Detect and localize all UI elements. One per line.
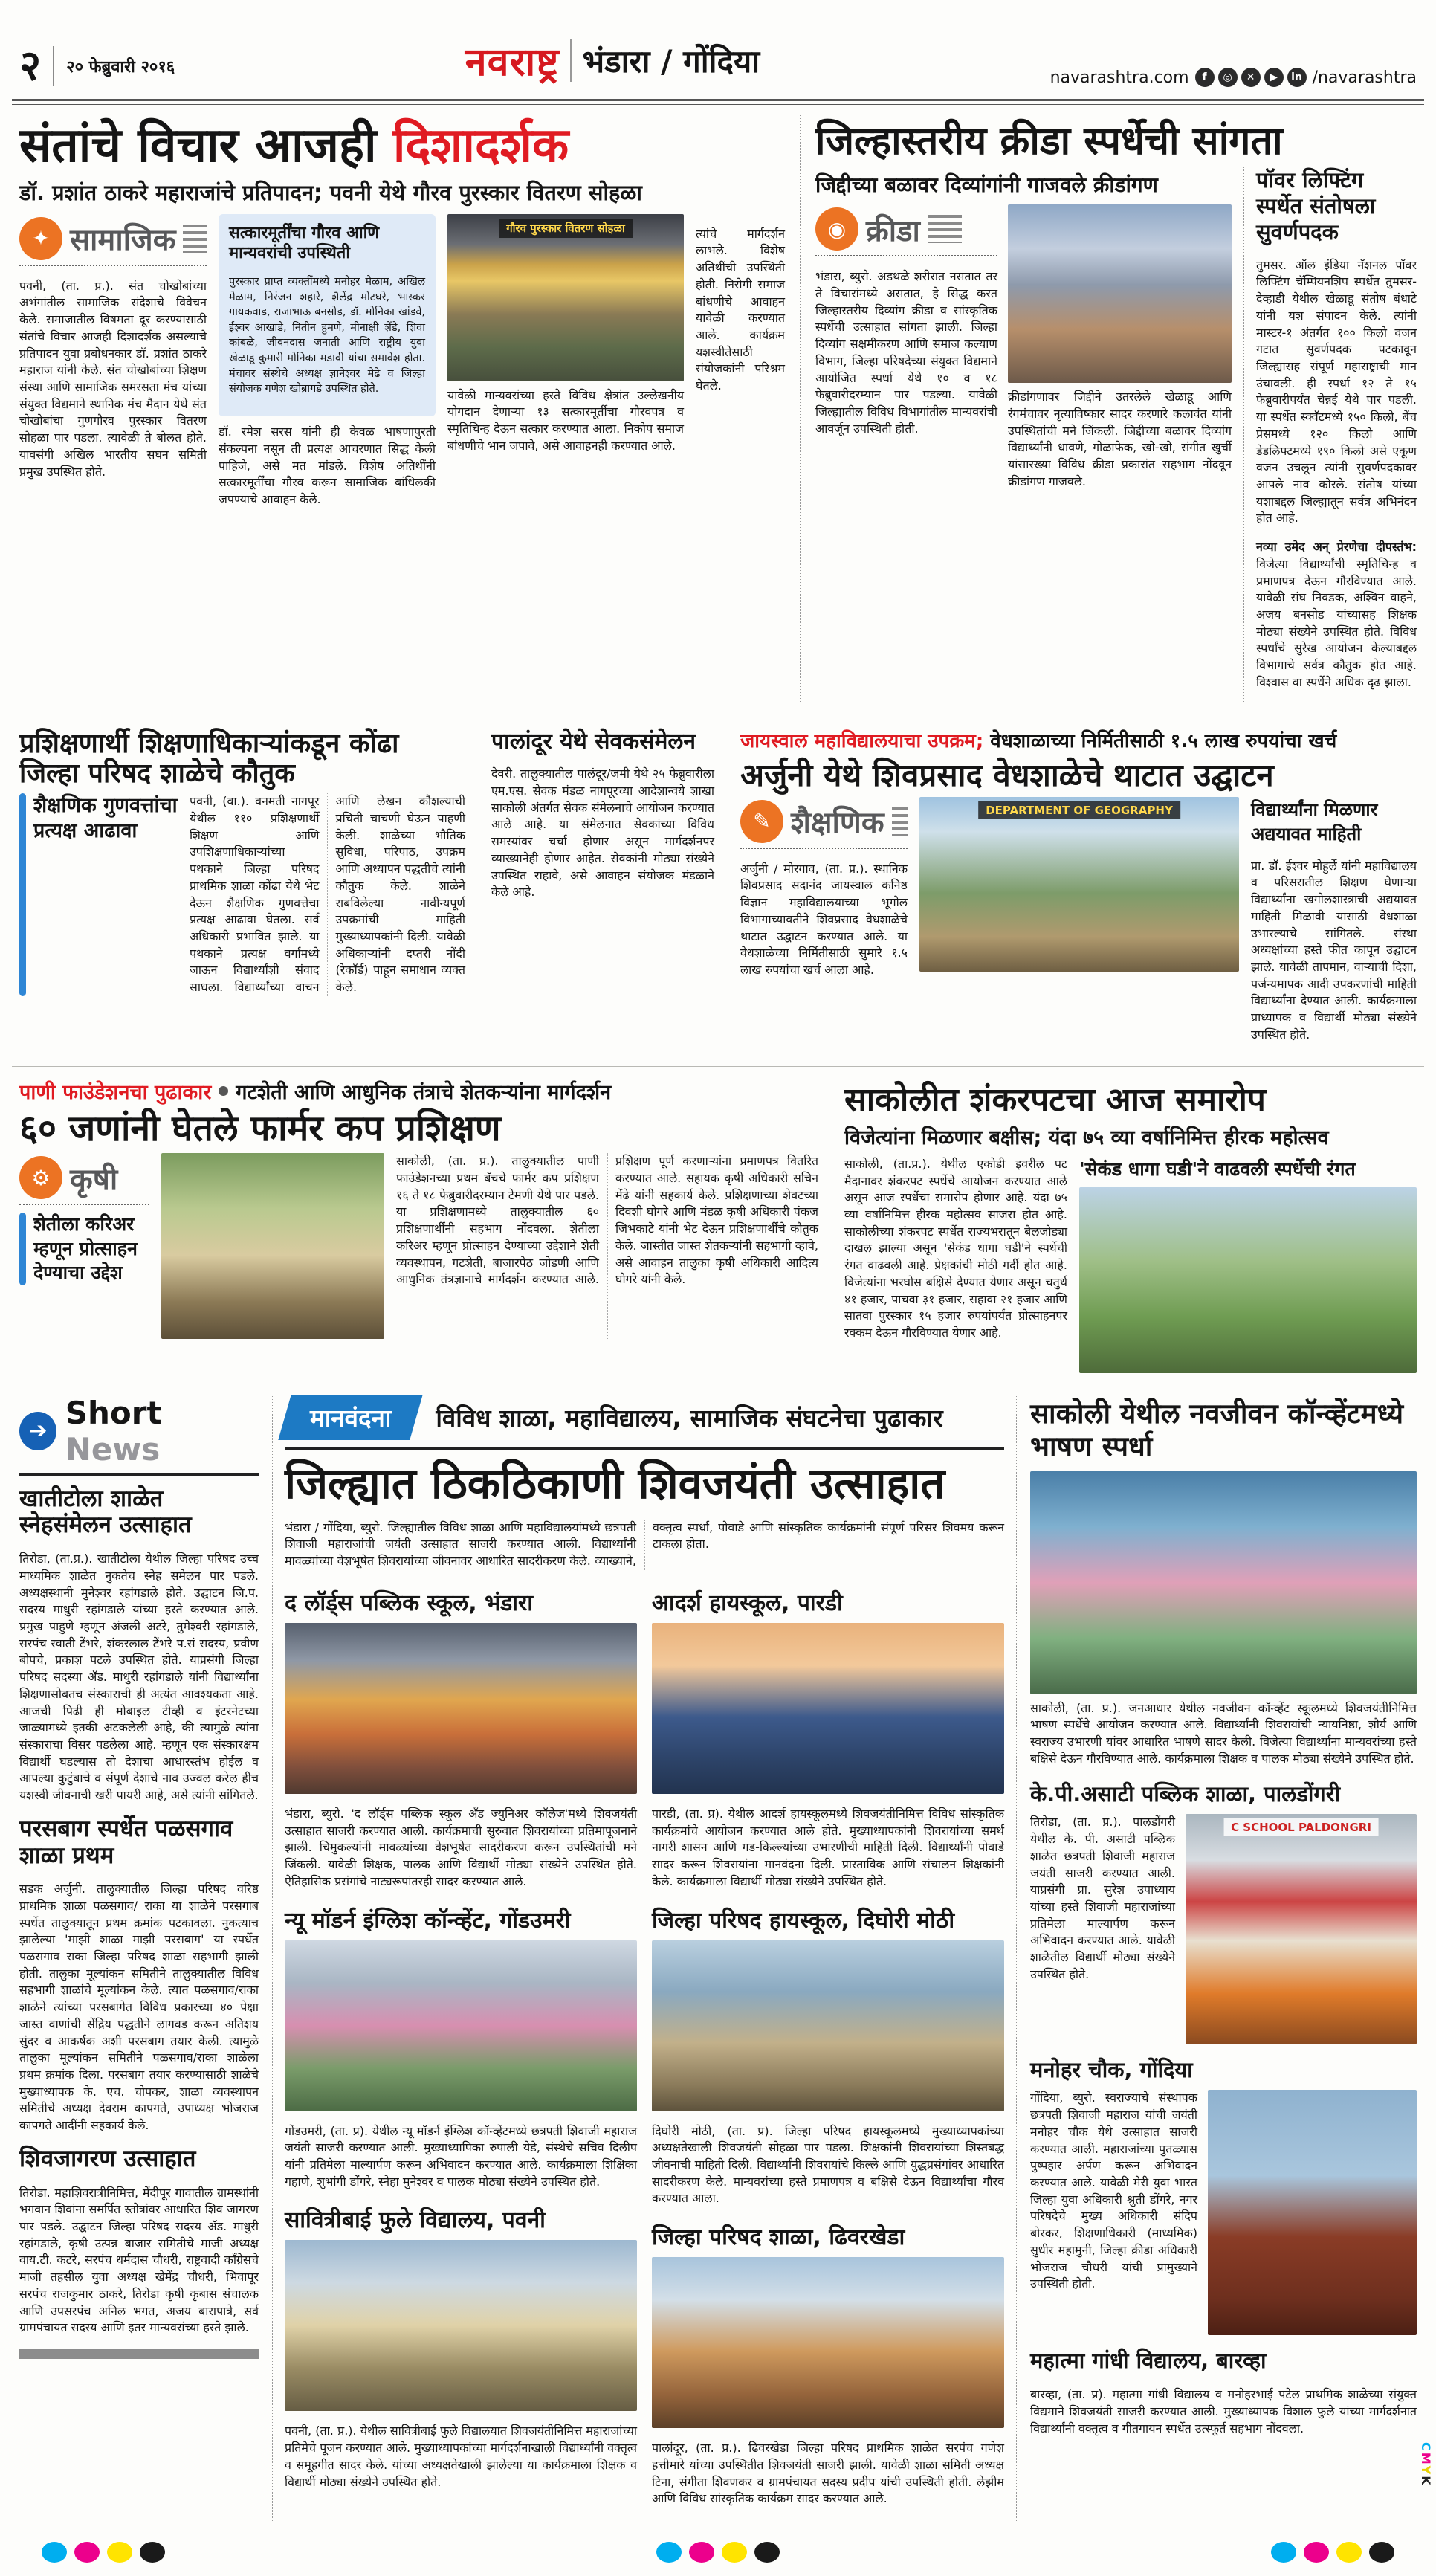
- gandhi-headline: महात्मा गांधी विद्यालय, बारव्हा: [1030, 2348, 1267, 2374]
- honorees-box: [219, 214, 436, 417]
- photo-new-modern-convent: [285, 1940, 637, 2111]
- x-icon: ✕: [1241, 68, 1261, 87]
- lead-body-4: त्यांचे मार्गदर्शन लाभले. विशेष अतिथींची उपस्थिती होती. निरोगी समाज बांधणीचे आवाहन यावेळी करण्यात आले. कार्यक्रम यशस्वीतेसाठी संयोजकांनी परिश्रम घेतले.: [696, 226, 785, 393]
- vedhshala-col-2: [919, 797, 1239, 1056]
- school-body: गोंडउमरी, (ता. प्र). येथील न्यू मॉडर्न इंग्लिश कॉन्व्हेंटमध्ये छत्रपती शिवाजी महाराज जयंती साजरी करण्यात आली. मुख्याध्यापिका रुपाली येडे, संस्थेचे सचिव दिलीप यांनी प्रतिमेला माल्यार्पण करून अभिवादन करण्यात आले. कार्यक्रमाला शिक्षिका गहाणे, शुभांगी डोंगरे, स्नेहा मुनेश्वर व पालक मोठ्या संख्येने उपस्थित होते.: [285, 2123, 637, 2189]
- manavandana-strip: [285, 1395, 1004, 1450]
- fourth-band: [12, 1384, 1424, 2531]
- school-column-right: [652, 1582, 1004, 2521]
- article-navjeevan-speech: [1030, 1398, 1417, 1768]
- social-icons: [1195, 68, 1307, 87]
- short-news-title: [65, 1395, 259, 1468]
- farmer-subhead-block: [19, 1213, 149, 1285]
- black-dot: [754, 2542, 780, 2563]
- yellow-dot: [1336, 2542, 1362, 2563]
- short-news-item-title: शिवजागरण उत्साहात: [19, 2145, 196, 2172]
- short-news-brand: [19, 1395, 259, 1476]
- gandhi-body: बारव्हा, (ता. प्र). महात्मा गांधी विद्यालय व मनोहरभाई पटेल प्राथमिक शाळेच्या संयुक्त विद्यमाने शिवजयंती साजरी करण्यात आली. मुख्याध्यापक विशाल फुले यांच्या मार्गदर्शनात विद्यार्थ्यांनी वक्तृत्व व गीतगायन स्पर्धेत उत्स्फूर्त सहभाग नोंदवला.: [1030, 2387, 1417, 2435]
- right-rail: [1030, 1395, 1417, 2521]
- badge-rule: [740, 848, 908, 849]
- vedhshala-subhead2: विद्यार्थ्यांना मिळणार अद्ययावत माहिती: [1251, 798, 1378, 845]
- sports-side-body: विजेत्या विद्यार्थ्यांची स्मृतिचिन्ह व प्रमाणपत्र देऊन गौरविण्यात आले. यावेळी संघ निवडक, अश्विन वाहने, अजय बनसोड यांच्यासह शिक्षक मोठ्या संख्येने उपस्थित होते. विविध स्पर्धांचे सुरेख आयोजन केल्याबद्दल विभागाचे सर्वत्र कौतुक होत आहे. विश्वास वा स्पर्धेने अधिक दृढ झाला.: [1256, 556, 1417, 689]
- article-sant-vichar: [19, 115, 785, 703]
- farmer-kicker: [19, 1077, 818, 1105]
- lead-subhead: डॉ. प्रशांत ठाकरे महाराजांचे प्रतिपादन; पवनी येथे गौरव पुरस्कार वितरण सोहळा: [19, 179, 642, 205]
- farmer-col-2: [161, 1153, 384, 1339]
- article-shankarpat: [832, 1077, 1417, 1373]
- sports-side-title: नव्या उमेद अन् प्रेरणेचा दीपस्तंभ:: [1256, 540, 1417, 555]
- cmyk-dots-right: [1271, 2542, 1394, 2563]
- page-header: [12, 13, 1424, 94]
- school-block-lords: [285, 1586, 637, 1891]
- short-news-item-body: तिरोडा, (ता.प्र.). खातीटोला येथील जिल्हा परिषद उच्च माध्यमिक शाळेत नुकतेच स्नेह समेलन पार पडले. अध्यक्षस्थानी मुनेश्वर रहांगडाले होते. उद्घाटन जि.प. सदस्य माधुरी रहांगडाले यांच्या हस्ते करण्यात आले. प्रमुख पाहुणे म्हणून अंजली अटरे, तुमेश्वरी रहांगडाले, सरपंच स्वाती टेंभरे, शंकरलाल टेंभरे प.सं सदस्य, प्रवीण बोपचे, प्रकाश पटले उपस्थित होते. याप्रसंगी जिल्हा परिषद सदस्या ॲड. माधुरी रहांगडाले यांनी विद्यार्थ्यांना शिक्षणासोबतच संस्काराची ही अत्यंत आवश्यकता आहे. आजची पिढी ही मोबाइल टीव्ही व इंटरनेटच्या जाळ्यामध्ये इतकी अटकलेली आहे, की त्यामुळे त्यांना संस्काराचा विसर पडलेला आहे. म्हणून एक संस्कारक्षम विद्यार्थी घडल्यास तो देशाचा आधारस्तंभ होईल व आपल्या कुटुंबाचे व संपूर्ण देशाचे नाव उज्वल करेल हीच यशस्वी जीवनाची खरी पायरी आहे, असे त्यांनी सांगितले.: [19, 1552, 259, 1803]
- cmyk-edge-label: CMYK: [1419, 2442, 1433, 2487]
- school-block-dhivarkheda: [652, 2221, 1004, 2508]
- lead-col-4: [696, 214, 785, 520]
- kondha-body: पवनी, (वा.). वनमती नागपूर येथील ११० प्रशिक्षणार्थी शिक्षण आणि उपशिक्षणाधिकाऱ्यांच्या पथकाने जिल्हा परिषद प्राथमिक शाळा कोंढा येथे भेट देऊन शैक्षणिक गुणवत्तेचा प्रत्यक्ष आढावा घेतला. सर्व अधिकारी प्रभावित झाले. या पथकाने प्रत्यक्ष वर्गांमध्ये जाऊन विद्यार्थ्यांशी संवाद साधला. विद्यार्थ्यांच्या वाचन आणि लेखन कौशल्याची प्रचिती चाचणी घेऊन पाहणी केली. शाळेच्या भौतिक सुविधा, परिपाठ, उपक्रम आणि अध्यापन पद्धतीचे त्यांनी कौतुक केले. शाळेने राबविलेल्या नावीन्यपूर्ण उपक्रमांची माहिती मुख्याध्यापकांनी दिली. यावेळी अधिकाऱ्यांनी दप्तरी नोंदी (रेकॉर्ड) पाहून समाधान व्यक्त केले.: [190, 794, 465, 995]
- article-krida-sangata: [815, 115, 1417, 703]
- school-block-gondumri: [285, 1904, 637, 2191]
- agri-section-icon: ⚙: [19, 1156, 62, 1199]
- sports-col-2: [1008, 204, 1232, 502]
- lead-vertical-divider: [800, 115, 801, 703]
- article-manohar-chowk: [1030, 2055, 1417, 2335]
- lead-headline-black: संतांचे विचार आजही: [19, 118, 393, 173]
- vedhshala-kicker: [740, 726, 1417, 753]
- website-url: navarashtra.com: [1049, 68, 1189, 87]
- yellow-dot: [722, 2542, 747, 2563]
- column-end-bar: [19, 2349, 259, 2359]
- sports-section-icon: ◉: [815, 207, 858, 251]
- lead-body-2: डॉ. रमेश सरस यांनी ही केवळ भाषणापुरती संकल्पना नसून ती प्रत्यक्ष आचरणात सिद्ध केली पाहिजे, असे मत मांडले. विशेष अतिथींनी सत्कारमूर्तींचा गौरव करून सामाजिक बांधिलकी जपण्याचे आवाहन केले.: [219, 425, 436, 507]
- lead-headline-red: दिशादर्शक: [392, 118, 569, 173]
- education-section-icon: ✎: [740, 800, 783, 843]
- shankarpat-right: [1079, 1156, 1417, 1373]
- cmyk-dots-center: [656, 2542, 780, 2563]
- article-palandur-sammelan: [479, 725, 714, 1056]
- navjeevan-headline: साकोली येथील नवजीवन कॉन्व्हेंटमध्ये भाषण स्पर्धा: [1030, 1397, 1404, 1463]
- kpasati-headline: के.पी.असाटी पब्लिक शाळा, पालडोंगरी: [1030, 1781, 1341, 1807]
- facebook-icon: f: [1195, 68, 1215, 87]
- cyan-dot: [42, 2542, 67, 2563]
- sports-subhead: जिद्दीच्या बळावर दिव्यांगांनी गाजवले क्रीडांगण: [815, 172, 1158, 198]
- manavandana-strip-text: विविध शाळा, महाविद्यालय, सामाजिक संघटनेचा पुढाकार: [436, 1403, 943, 1433]
- badge-lines-icon: [928, 215, 962, 243]
- page-date: २० फेब्रुवारी २०१६: [66, 58, 175, 77]
- school-body: पालांदूर, (ता. प्र.). ढिवरखेडा जिल्हा परिषद प्राथमिक शाळेत सरपंच गणेश हत्तीमारे यांच्या उपस्थितीत शिवजयंती साजरी झाली. यावेळी शाळा समिती अध्यक्ष टिना, संगीता शिवणकर व ग्रामपंचायत सदस्य प्रदीप यांची उपस्थिती होती. लेझीम आणि विविध सांस्कृतिक कार्यक्रम सादर करण्यात आले.: [652, 2441, 1004, 2506]
- short-news-item-body: तिरोडा. महाशिवरात्रीनिमित्त, मेंदीपूर गावातील ग्रामस्थांनी भगवान शिवांना समर्पित स्तोत्रांवर आधारित शिव जागरण पार पडले. उद्घाटन जिल्हा परिषद सदस्य ॲड. माधुरी रहांगडाले, कृषी उत्पन्न बाजार समितीचे माजी अध्यक्ष वाय.टी. कटरे, सरपंच धर्मदास चौधरी, राष्ट्रवादी काँग्रेसचे माजी तहसील युवा अध्यक्ष खेमेंद्र चौधरी, भिवापूर सरपंच राजकुमार ठाकरे, तिरोडा कृषी कृबास संचालक आणि उपसरपंच अनिल भगत, अजय बारापात्रे, सर्व ग्रामपंचायत सदस्य आणि इतर मान्यवरांच्या हस्ते झाले.: [19, 2185, 259, 2335]
- photo-banner-text: DEPARTMENT OF GEOGRAPHY: [978, 801, 1180, 819]
- short-news-item-body: सडक अर्जुनी. तालुक्यातील जिल्हा परिषद वरिष्ठ प्राथमिक शाळा पळसगाव/ राका या शाळेने परसगाब स्पर्धेत तालुक्यातून प्रथम क्रमांक पटकावला. नुकत्याच झालेल्या 'माझी शाळा माझी परसबाग' या स्पर्धेत पळसगाव राका जिल्हा परिषद शाळा सहभागी झाली होती. तालुका मूल्यांकन समितीने तालुक्यातील विविध सहभागी शाळांचे मूल्यांकन केले. त्यात पळसगाव/राका शाळेने त्यांच्या परसबागेत विविध प्रकारच्या ४० पेक्षा जास्त वाणांची सेंद्रिय पद्धतीने लागवड करून अतिशय सुंदर व आकर्षक अशी परसबाग तयार केली. त्यामुळे तालुका मूल्यांकन समितीने पळसगाव/राका शाळेला प्रथम क्रमांक दिला. परसबाग तयार करण्यासाठी शाळेचे मुख्याध्यापक के. एच. चोपकर, शाळा व्यवस्थापन समितीचे अध्यक्ष देवराम कापगते, उपाध्यक्ष भोजराज कापगते आदींनी सहकार्य केले.: [19, 1882, 259, 2133]
- sports-body-2: क्रीडांगणावर जिद्दीने उतरलेले खेळाडू आणि रंगमंचावर नृत्याविष्कार सादर करणारे कलावंत यांनी उपस्थितांची मने जिंकली. जिद्दीच्या बळावर दिव्यांग विद्यार्थ्यांनी धावणे, गोळाफेक, खो-खो, संगीत खुर्ची यांसारख्या विविध क्रीडा प्रकारांत सहभाग नोंदवून क्रीडांगण गाजवले.: [1008, 390, 1232, 488]
- vedhshala-body-2: प्रा. डॉ. ईश्वर मोहुर्ले यांनी महाविद्यालय व परिसरातील शिक्षण घेणाऱ्या विद्यार्थ्यांना खगोलशास्त्राची अद्ययावत माहिती मिळावी यासाठी वेधशाळा उभारल्याचे सांगितले. संस्था अध्यक्षांच्या हस्ते फीत कापून उद्घाटन झाले. यावेळी तापमान, वाऱ्याची दिशा, पर्जन्यमापक आदी उपकरणांची माहिती विद्यार्थ्यांना देण्यात आली. कार्यक्रमाला प्राध्यापक व विद्यार्थी मोठ्या संख्येने उपस्थित होते.: [1251, 858, 1417, 1042]
- palandur-body: देवरी. तालुक्यातील पालंदूर/जमी येथे २५ फेब्रुवारीला एम.एस. सेवक मंडळ नागपूरच्या आदेशान्वये शाखा साकोली अंतर्गत सेवक संमेलनाचे आयोजन करण्यात आले आहे. या संमेलनात सेवकांच्या विविध समस्यांवर चर्चा होणार असून मार्गदर्शनपर व्याख्यानेही होणार आहेत. सेवकांनी मोठ्या संख्येने उपस्थित राहावे, असे आवाहन संयोजक मंडळाने केले आहे.: [491, 766, 714, 900]
- kondha-subhead: शैक्षणिक गुणवत्तांचा प्रत्यक्ष आढावा: [33, 794, 178, 842]
- article-kp-asati: [1030, 1779, 1417, 2044]
- kondha-subhead-block: [19, 793, 179, 996]
- photo-savitribai-school: [285, 2240, 637, 2411]
- photo-zp-highschool-dighori: [652, 1940, 1004, 2111]
- sports-vertical-divider: [1243, 167, 1244, 703]
- kicker-black: वेधशाळाच्या निर्मितीसाठी १.५ लाख रुपयांचा खर्च: [983, 729, 1337, 752]
- shortnews-arrow-icon: ➔: [19, 1412, 56, 1450]
- school-block-pardi: [652, 1586, 1004, 1891]
- second-band: [12, 714, 1424, 1067]
- sports-left: [815, 167, 1232, 703]
- photo-zp-school-dhivarkheda: [652, 2257, 1004, 2428]
- photo-observatory-inauguration: [919, 797, 1239, 972]
- vedhshala-body-1: अर्जुनी / मोरगाव, (ता. प्र.). स्थानिक शिवप्रसाद सदानंद जायस्वाल कनिष्ठ विज्ञान महाविद्यालयाच्या भूगोल विभागाच्यावतीने शिवप्रसाद वेधशाळेचे थाटात उद्घाटन करण्यात आले. या वेधशाळेच्या निर्मितीसाठी सुमारे १.५ लाख रुपयांचा खर्च आला आहे.: [740, 861, 908, 977]
- school-title: जिल्हा परिषद शाळा, ढिवरखेडा: [652, 2224, 905, 2251]
- school-title: सावित्रीबाई फुले विद्यालय, पवनी: [285, 2207, 546, 2234]
- navjeevan-body: साकोली, (ता. प्र.). जनआधार येथील नवजीवन कॉन्व्हेंट स्कूलमध्ये शिवजयंतीनिमित्त भाषण स्पर्धेचे आयोजन करण्यात आले. विद्यार्थ्यांनी शिवरायांची न्यायनिष्ठा, शौर्य आणि स्वराज्य उभारणी यांवर आधारित भाषणे सादर केली. विजेत्या विद्यार्थ्यांना मान्यवरांच्या हस्ते बक्षिसे देऊन गौरविण्यात आले. कार्यक्रमाला शिक्षक व पालक मोठ्या संख्येने उपस्थित होते.: [1030, 1700, 1417, 1766]
- manavandana-badge-label: मानवंदना: [310, 1403, 392, 1433]
- sports-body-1: भंडारा, ब्युरो. अडथळे शरीरात नसतात तर ते विचारांमध्ये असतात, हे सिद्ध करत जिल्हास्तरीय दिव्यांग क्रीडा व सांस्कृतिक स्पर्धेची उत्साहात सांगता झाली. जिल्हा दिव्यांग सक्षमीकरण आणि समाज कल्याण विभाग, जिल्हा परिषदेच्या संयुक्त विद्यमाने आयोजित स्पर्धा येथे १० व १८ फेब्रुवारीदरम्यान पार पडल्या. यावेळी जिल्ह्यातील विविध विभागांतील मान्यवरांची आवर्जून उपस्थिती होती.: [815, 269, 997, 436]
- lead-col-2: [219, 214, 436, 520]
- web-social-block: [1050, 68, 1417, 87]
- short-news-item: [19, 2146, 259, 2337]
- farmer-headline: ६० जणांनी घेतले फार्मर कप प्रशिक्षण: [19, 1107, 501, 1149]
- manavandana-badge: [278, 1395, 423, 1440]
- masthead-block: [465, 34, 760, 87]
- black-dot: [140, 2542, 165, 2563]
- section-badge-social: [19, 217, 207, 260]
- kicker-red: जायस्वाल महाविद्यालयाचा उपक्रम;: [740, 729, 984, 752]
- photo-award-ceremony: [447, 214, 684, 381]
- subhead-accent-bar: [19, 1213, 26, 1285]
- badge-lines-icon: [183, 225, 207, 253]
- sports-col-1: [815, 204, 997, 502]
- photo-shivaji-statue: [1208, 2090, 1417, 2335]
- photo-shankarpat-race: [1079, 1187, 1417, 1373]
- folio-divider: [53, 46, 54, 86]
- short-news-title-black: Short: [65, 1394, 162, 1431]
- kicker-dot-icon: [219, 1086, 228, 1096]
- cmyk-dots-left: [42, 2542, 165, 2563]
- manohar-body: गोंदिया, ब्युरो. स्वराज्याचे संस्थापक छत्रपती शिवाजी महाराज यांची जयंती मनोहर चौक येथे उत्साहात साजरी करण्यात आली. महाराजांच्या पुतळ्यास पुष्पहार अर्पण करून अभिवादन करण्यात आले. यावेळी मेरी युवा भारत जिल्हा युवा अधिकारी श्रुती डोंगरे, नगर परिषदेचे मुख्य अधिकारी संदिप बोरकर, शिक्षणाधिकारी (माध्यमिक) सुधीर महामुनी, जिल्हा क्रीडा अधिकारी भोजराज चौधरी यांची प्रामुख्याने उपस्थिती होती.: [1030, 2091, 1197, 2291]
- short-news-title-grey: News: [65, 1430, 161, 1468]
- palandur-headline: पालांदूर येथे सेवकसंमेलन: [491, 728, 696, 755]
- farmer-subhead: शेतीला करिअर म्हणून प्रोत्साहन देण्याचा उद्देश: [33, 1213, 138, 1284]
- youtube-icon: ▶: [1264, 68, 1284, 87]
- lead-col-1: [19, 214, 207, 520]
- magenta-dot: [74, 2542, 100, 2563]
- shankarpat-subhead: विजेत्यांना मिळणार बक्षीस; यंदा ७५ व्या वर्षानिमित्त हीरक महोत्सव: [844, 1126, 1329, 1149]
- section-badge-label: कृषी: [70, 1162, 118, 1197]
- honorees-box-body: पुरस्कार प्राप्त व्यक्तींमध्ये मनोहर मेळाम, अखिल मेळाम, निरंजन शहारे, शैलेंद्र मोटघरे, भास्कर गायकवाड, राजाभाऊ बनसोड, डॉ. मोनिका खांडवे, ईश्वर आखाडे, नितीन हुमणे, मीनाक्षी शेंडे, शिवा कांबळे, जीवनदास जनाती आणि राष्ट्रीय युवा खेळाडू कुमारी मोनिका मडावी यांचा समावेश होता. मंचावर संस्थेचे अध्यक्ष ज्ञानेश्वर मेढे व जिल्हा संयोजक गणेश खोब्रागडे उपस्थित होते.: [229, 276, 425, 396]
- lead-headline: [19, 120, 785, 173]
- badge-rule: [19, 1204, 149, 1205]
- lead-body-3: यावेळी मान्यवरांच्या हस्ते विविध क्षेत्रांत उल्लेखनीय योगदान देणाऱ्या १३ सत्कारमूर्तींचा गौरवपत्र व स्मृतिचिन्ह देऊन सत्कार करण्यात आला. निकोप समाज बांधणीचे भान जपावे, असे आवाहनही करण्यात आले.: [447, 387, 684, 453]
- article-vedhshala: [728, 725, 1417, 1056]
- social-handle: /navarashtra: [1312, 68, 1417, 87]
- farmer-col-1: [19, 1153, 149, 1339]
- photo-farmer-training: [161, 1153, 384, 1339]
- school-title: जिल्हा परिषद हायस्कूल, दिघोरी मोठी: [652, 1907, 955, 1934]
- badge-rule: [815, 255, 997, 256]
- article-farmer-cup: [19, 1077, 818, 1373]
- school-body: भंडारा, ब्युरो. 'द लॉर्ड्स पब्लिक स्कूल अँड ज्युनिअर कॉलेज'मध्ये शिवजयंती उत्साहात साजरी करण्यात आली. कार्यक्रमाची सुरुवात शिवरायांच्या प्रतिमापूजनाने झाली. चिमुकल्यांनी मावळ्यांच्या वेशभूषेत सादरीकरण करून उपस्थितांची मने जिंकली. यावेळी शिक्षक, पालक आणि विद्यार्थी मोठ्या संख्येने उपस्थित होते. ऐतिहासिक प्रसंगांचे नाट्यरूपांतरही सादर करण्यात आले.: [285, 1806, 637, 1888]
- school-title: न्यू मॉडर्न इंग्लिश कॉन्व्हेंट, गोंडउमरी: [285, 1907, 571, 1934]
- school-body: पवनी, (ता. प्र.). येथील सावित्रीबाई फुले विद्यालयात शिवजयंतीनिमित्त महाराजांच्या प्रतिमेचे पूजन करण्यात आले. मुख्याध्यापकांच्या मार्गदर्शनाखाली विद्यार्थ्यांनी वक्तृत्व व समूहगीत सादर केले. यांच्या अध्यक्षतेखाली झालेल्या या कार्यक्रमाला शिक्षक व विद्यार्थी मोठ्या संख्येने उपस्थित होते.: [285, 2424, 637, 2489]
- lead-col-3: [447, 214, 684, 520]
- shankarpat-body: साकोली, (ता.प्र.). येथील एकोडी इवरील पट मैदानावर शंकरपट स्पर्धेचे आयोजन करण्यात आले असून आज स्पर्धेचा समारोप होणार आहे. यंदा ७५ व्या वर्षानिमित्त हीरक महोत्सव साजरा होत आहे. साकोलीच्या शंकरपट स्पर्धेत राज्यभरातून बैलजोड्या दाखल झाल्या असून 'सेकंड धागा घडी'ने स्पर्धेची रंगत वाढवली आहे. प्रेक्षकांची मोठी गर्दी होत आहे. विजेत्यांना भरघोस बक्षिसे देण्यात येणार असून चतुर्थ ४१ हजार, पाचवा ३१ हजार, सहावा २१ हजार आणि सातवा पुरस्कार १५ हजार रुपयांपर्यंत प्रोत्साहनपर रक्कम देऊन गौरविण्यात येणार आहे.: [844, 1156, 1067, 1340]
- print-registration-marks: [12, 2531, 1424, 2569]
- short-news-rail: [19, 1395, 259, 2521]
- article-kondha-school: [19, 725, 465, 1056]
- lead-body-1: पवनी, (ता. प्र.). संत चोखोबांच्या अभंगांतील सामाजिक संदेशाचे विवेचन केले. समाजातील विषमता दूर करण्यासाठी संतांचे विचार आजही दिशादर्शक असल्याचे प्रतिपादन युवा प्रबोधनकार डॉ. प्रशांत ठाकरे महाराज यांनी केले. संत चोखोबांच्या शिक्षण संस्था आणि सामाजिक समरसता मंच यांच्या संयुक्त विद्यमाने स्थानिक मंच मैदान येथे संत चोखोबांचा गुणगौरव पुरस्कार वितरण सोहळा पार पडला. त्यावेळी ते बोलत होते. यावसंगी अखिल भारतीय सघन समिती प्रमुख उपस्थित होते.: [19, 278, 207, 479]
- vedhshala-headline: अर्जुनी येथे शिवप्रसाद वेधशाळेचे थाटात उद्घाटन: [740, 756, 1274, 793]
- section-badge-label: क्रीडा: [866, 213, 920, 248]
- vedhshala-col-3: [1251, 797, 1417, 1056]
- photo-banner-text: C SCHOOL PALDONGRI: [1223, 1818, 1379, 1836]
- subhead-accent-bar: [19, 793, 26, 996]
- photo-banner-text: गौरव पुरस्कार वितरण सोहळा: [499, 219, 633, 238]
- farmer-body: साकोली, (ता. प्र.). तालुक्यातील पाणी फाउंडेशनच्या प्रथम बॅचचे फार्मर कप प्रशिक्षण १६ ते १८ फेब्रुवारीदरम्यान टेमणी येथे पार पडले. या प्रशिक्षणामध्ये तालुक्यातील ६० प्रशिक्षणार्थींनी सहभाग नोंदवला. शेतीला करिअर म्हणून प्रोत्साहन देण्याच्या उद्देशाने शेती व्यवस्थापन, गटशेती, बाजारपेठ जोडणी आणि आधुनिक तंत्रज्ञानाचे मार्गदर्शन करण्यात आले. प्रशिक्षण पूर्ण करणाऱ्यांना प्रमाणपत्र वितरित करण्यात आले. सहायक कृषी अधिकारी सचिन मेंढे यांनी सहकार्य केले. प्रशिक्षणाच्या शेवटच्या दिवशी घोगरे आणि मंडळ कृषी अधिकारी पंकज जिभकाटे यांनी भेट देऊन प्रशिक्षणार्थींचे कौतुक केले. जास्तीत जास्त शेतकऱ्यांनी सहभागी व्हावे, असे आवाहन तालुका कृषी अधिकारी आदित्य घोगरे यांनी केले.: [396, 1154, 818, 1287]
- third-band: [12, 1067, 1424, 1384]
- folio: [19, 42, 175, 90]
- section-badge-label: सामाजिक: [70, 223, 176, 258]
- powerlifting-body: तुमसर. ऑल इंडिया नॅशनल पॉवर लिफ्टिंग चॅम्पियनशिप स्पर्धेत तुमसर-देव्हाडी येथील खेळाडू संतोष बंधाटे यांनी यश संपादन केले. त्यांनी मास्टर-१ अंतर्गत १०० किलो वजन गटात सुवर्णपदक पटकावून जिल्ह्यासह संपूर्ण महाराष्ट्राची मान उंचावली. ही स्पर्धा १२ ते १५ फेब्रुवारीपर्यंत चेन्नई येथे पार पडली. या स्पर्धेत स्क्वॅटमध्ये १५० किलो, बेंच प्रेसमध्ये १२० किलो आणि डेडलिफ्टमध्ये १९० किलो असे एकूण वजन उचलून त्यांनी सुवर्णपदकावर आपले नाव कोरले. संतोष यांच्या यशाबद्दल जिल्ह्यातून सर्वत्र अभिनंदन होत आहे.: [1256, 257, 1417, 526]
- lead-band: [12, 105, 1424, 714]
- school-body: दिघोरी मोठी, (ता. प्र). जिल्हा परिषद हायस्कूलमध्ये मुख्याध्यापकांच्या अध्यक्षतेखाली शिवजयंती सोहळा पार पडला. शिक्षकांनी शिवरायांच्या शिस्तबद्ध जीवनाची माहिती दिली. विद्यार्थ्यांनी शिवरायांचे किल्ले आणि युद्धप्रसंगांवर आधारित सादरीकरण केले. मान्यवरांच्या हस्ते प्रमाणपत्र व बक्षिसे देऊन विद्यार्थ्यांचा गौरव करण्यात आला.: [652, 2123, 1004, 2206]
- photo-adarsh-highschool: [652, 1623, 1004, 1794]
- sports-side-note: [1256, 539, 1417, 691]
- short-news-item: [19, 1486, 259, 1804]
- school-block-savitribai: [285, 2204, 637, 2491]
- photo-navjeevan-convent: [1030, 1471, 1417, 1694]
- shankarpat-subhead2: 'सेकंड धागा घडी'ने वाढवली स्पर्धेची रंगत: [1079, 1158, 1356, 1180]
- magenta-dot: [1304, 2542, 1329, 2563]
- badge-lines-icon: [892, 807, 908, 836]
- linkedin-icon: in: [1287, 68, 1307, 87]
- short-news-item-title: परसबाग स्पर्धेत पळसगाव शाळा प्रथम: [19, 1815, 233, 1869]
- cyan-dot: [656, 2542, 682, 2563]
- section-badge-label: शैक्षणिक: [791, 806, 884, 841]
- instagram-icon: ◎: [1218, 68, 1238, 87]
- section-badge-sports: [815, 207, 997, 251]
- photo-divyang-sports: [1008, 204, 1232, 383]
- page-number: २: [19, 42, 42, 90]
- kondha-headline: प्रशिक्षणार्थी शिक्षणाधिकाऱ्यांकडून कोंढा जिल्हा परिषद शाळेचे कौतुक: [19, 728, 399, 789]
- short-news-item-title: खातीटोला शाळेत स्नेहसंमेलन उत्साहात: [19, 1485, 192, 1539]
- article-shivjayanti: [272, 1395, 1017, 2521]
- shivjayanti-intro: भंडारा / गोंदिया, ब्युरो. जिल्ह्यातील विविध शाळा आणि महाविद्यालयांमध्ये छत्रपती शिवाजी महाराजांची जयंती उत्साहात साजरी करण्यात आली. विद्यार्थ्यांनी मावळ्यांच्या वेशभूषेत शिवरायांच्या जीवनावर आधारित सादरीकरण केले. व्याख्याने, वक्तृत्व स्पर्धा, पोवाडे आणि सांस्कृतिक कार्यक्रमांनी संपूर्ण परिसर शिवमय करून टाकला होता.: [285, 1520, 1004, 1569]
- section-badge-agri: [19, 1156, 149, 1199]
- honorees-box-title: सत्कारमूर्तींचा गौरव आणि मान्यवरांची उपस्थिती: [229, 223, 380, 263]
- masthead-logo: नवराष्ट्र: [465, 40, 560, 85]
- article-mahatma-gandhi-vidyalay: [1030, 2346, 1417, 2437]
- school-body: पारडी, (ता. प्र). येथील आदर्श हायस्कूलमध्ये शिवजयंतीनिमित्त विविध सांस्कृतिक कार्यक्रमांचे आयोजन करण्यात आले होते. मुख्याध्यापकांनी शिवरायांच्या समर्थ नागरी शासन आणि गड-किल्ल्यांच्या उभारणीची माहिती दिली. विद्यार्थ्यांनी पोवाडे सादर करून शिवरायांना मानवंदना दिली. प्रास्ताविक आणि संचालन शिक्षकांनी केले. कार्यक्रमाला विद्यार्थी मोठ्या संख्येने उपस्थित होते.: [652, 1806, 1004, 1888]
- yellow-dot: [107, 2542, 132, 2563]
- powerlifting-headline: पॉवर लिफ्टिंग स्पर्धेत संतोषला सुवर्णपदक: [1256, 167, 1376, 245]
- social-section-icon: ✦: [19, 217, 62, 260]
- photo-kp-asati-school: [1186, 1814, 1417, 2044]
- section-badge-education: [740, 800, 908, 843]
- kicker-red: पाणी फाउंडेशनचा पुढाकार: [19, 1080, 212, 1104]
- header-rule: [12, 99, 1424, 105]
- shankarpat-headline: साकोलीत शंकरपटचा आज समारोप: [844, 1080, 1266, 1119]
- magenta-dot: [689, 2542, 714, 2563]
- short-news-item: [19, 1816, 259, 2134]
- vedhshala-col-1: [740, 797, 908, 1056]
- kpasati-body: तिरोडा, (ता. प्र.). पालडोंगरी येथील के. पी. असाटी पब्लिक शाळेत छत्रपती शिवाजी महाराज जयंती साजरी करण्यात आली. याप्रसंगी प्रा. सुरेश उपाध्याय यांच्या हस्ते शिवाजी महाराजांच्या प्रतिमेला माल्यार्पण करून अभिवादन करण्यात आले. यावेळी शाळेतील विद्यार्थी मोठ्या संख्येने उपस्थित होते.: [1030, 1815, 1175, 1981]
- photo-lords-public-school: [285, 1623, 637, 1794]
- school-title: आदर्श हायस्कूल, पारडी: [652, 1589, 843, 1616]
- school-column-left: [285, 1582, 637, 2521]
- school-block-dighori: [652, 1904, 1004, 2208]
- shivjayanti-headline: जिल्ह्यात ठिकठिकाणी शिवजयंती उत्साहात: [285, 1457, 945, 1508]
- edition-name: भंडारा / गोंदिया: [570, 39, 760, 82]
- black-dot: [1369, 2542, 1394, 2563]
- cyan-dot: [1271, 2542, 1296, 2563]
- badge-rule: [19, 265, 207, 266]
- kicker-black: गटशेती आणि आधुनिक तंत्राचे शेतकऱ्यांना मार्गदर्शन: [236, 1080, 612, 1104]
- sports-headline: जिल्हास्तरीय क्रीडा स्पर्धेची सांगता: [815, 119, 1283, 164]
- school-title: द लॉर्ड्स पब्लिक स्कूल, भंडारा: [285, 1589, 534, 1616]
- sports-side-col: [1256, 167, 1417, 703]
- manohar-headline: मनोहर चौक, गोंदिया: [1030, 2057, 1193, 2083]
